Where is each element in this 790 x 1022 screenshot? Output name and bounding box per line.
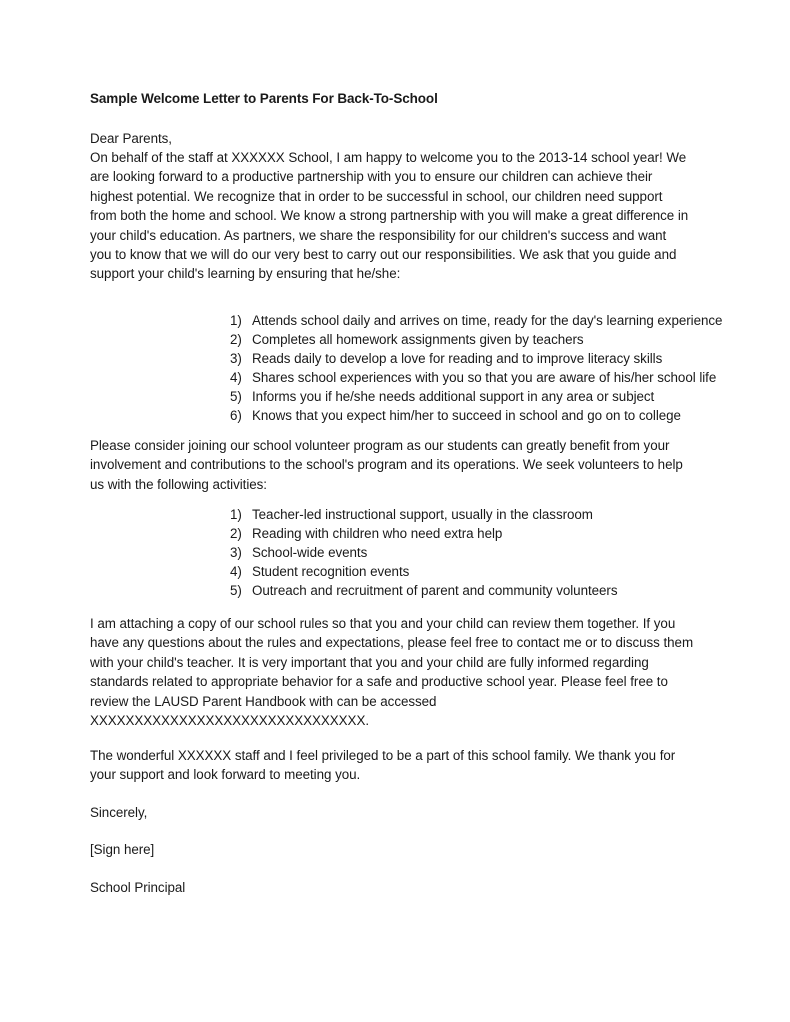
list-item bbox=[230, 311, 722, 330]
list-item-number: 6) bbox=[230, 408, 242, 423]
list-item bbox=[230, 581, 617, 600]
salutation: Dear Parents, bbox=[90, 131, 172, 146]
paragraph-school-rules: I am attaching a copy of our school rules so that you and your child can review them together. If you have any questions about the rules and expectations, please feel free to contact me or to discuss them with your child's teacher. It is very important that you and your child are fully informed regarding standards related to appropriate behavior for a safe and productive school year. Please feel free to review the LAUSD Parent Handbook with can be accessed XXXXXXXXXXXXXXXXXXXXXXXXXXXXXXX. bbox=[90, 616, 694, 729]
volunteer-activities-list bbox=[230, 505, 617, 600]
list-item bbox=[230, 387, 722, 406]
list-item-label: Knows that you expect him/her to succeed in school and go on to college bbox=[252, 408, 681, 423]
list-item bbox=[230, 524, 617, 543]
list-item bbox=[230, 368, 722, 387]
list-item-label: Student recognition events bbox=[252, 564, 410, 579]
signature-placeholder: [Sign here] bbox=[90, 842, 155, 857]
list-item bbox=[230, 562, 617, 581]
list-item-label: School-wide events bbox=[252, 545, 368, 560]
list-item-label: Completes all homework assignments given by teachers bbox=[252, 332, 584, 347]
list-item-number: 1) bbox=[230, 507, 242, 522]
list-item-number: 1) bbox=[230, 313, 242, 328]
list-item bbox=[230, 330, 722, 349]
list-item-label: Informs you if he/she needs additional support in any area or subject bbox=[252, 389, 655, 404]
paragraph-intro: On behalf of the staff at XXXXXX School, I am happy to welcome you to the 2013-14 school year! We are looking forward to a productive partnership with you to ensure our children can achieve their highest potential. We recognize that in order to be successful in school, our children need support from both the home and school. We know a strong partnership with you will make a great difference in your child's education. As partners, we share the responsibility for our children's success and want you to know that we will do our very best to carry out our responsibilities. We ask that you guide and support your child's learning by ensuring that he/she: bbox=[90, 150, 689, 282]
paragraph-volunteer: Please consider joining our school volunteer program as our students can greatly benefit from your involvement and contributions to the school's program and its operations. We seek volunteers to help us with the following activities: bbox=[90, 438, 683, 492]
list-item-number: 2) bbox=[230, 332, 242, 347]
signature-role: School Principal bbox=[90, 880, 186, 895]
list-item-number: 3) bbox=[230, 351, 242, 366]
list-item-number: 5) bbox=[230, 583, 242, 598]
list-item-label: Teacher-led instructional support, usually in the classroom bbox=[252, 507, 593, 522]
list-item bbox=[230, 505, 617, 524]
list-item-label: Attends school daily and arrives on time, ready for the day's learning experience bbox=[252, 313, 723, 328]
list-item-number: 3) bbox=[230, 545, 242, 560]
list-item-number: 5) bbox=[230, 389, 242, 404]
list-item bbox=[230, 543, 617, 562]
page-title: Sample Welcome Letter to Parents For Back-To-School bbox=[90, 91, 438, 106]
list-item-label: Outreach and recruitment of parent and community volunteers bbox=[252, 583, 618, 598]
list-item-number: 4) bbox=[230, 370, 242, 385]
list-item-label: Reading with children who need extra help bbox=[252, 526, 503, 541]
expectations-list bbox=[230, 311, 722, 425]
signoff-sincerely: Sincerely, bbox=[90, 805, 148, 820]
list-item-label: Reads daily to develop a love for reading and to improve literacy skills bbox=[252, 351, 663, 366]
list-item-label: Shares school experiences with you so that you are aware of his/her school life bbox=[252, 370, 717, 385]
list-item bbox=[230, 406, 722, 425]
list-item-number: 2) bbox=[230, 526, 242, 541]
list-item bbox=[230, 349, 722, 368]
list-item-number: 4) bbox=[230, 564, 242, 579]
paragraph-closing: The wonderful XXXXXX staff and I feel privileged to be a part of this school family. We thank you for your support and look forward to meeting you. bbox=[90, 748, 676, 783]
